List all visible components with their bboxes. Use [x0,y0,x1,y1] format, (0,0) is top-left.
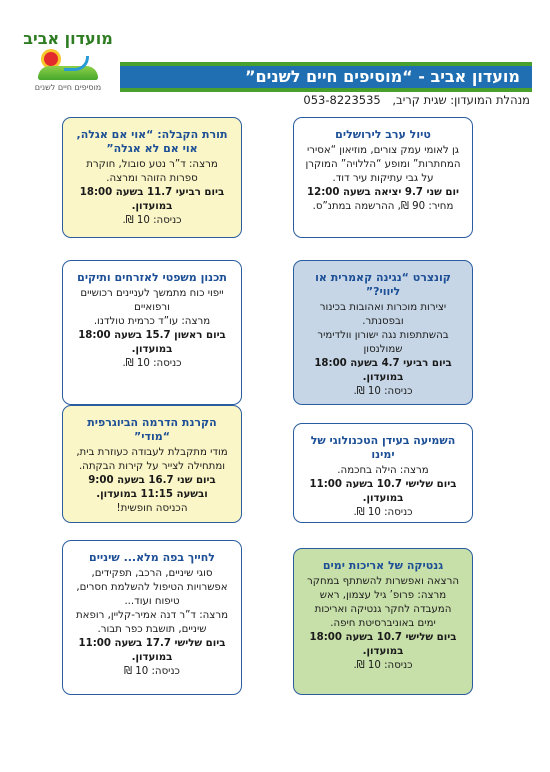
event-description: יצירות מוכרות ואהובות בכינור [319,302,447,313]
event-description: מודי מתקבלת לעבודה כעוזרת בית, [76,447,228,458]
event-description: על גבי עתיקות עיר דוד. [332,173,434,184]
event-price: מחיר: 90 ₪, ההרשמה במתנ”ס. [312,201,454,212]
event-datetime: במועדון. [362,646,404,657]
event-datetime: במועדון. [131,344,173,355]
event-title: הקרנת הדרמה הביוגרפית “מודי” [87,416,217,443]
event-datetime: במועדון. [131,652,173,663]
event-datetime: ביום שלישי 10.7 בשעה 11:00 [309,479,457,490]
event-description: ייפוי כוח מתמשך לעניינים רכושיים [80,288,224,299]
event-description: מרצה: עו”ד כרמית טולדנו. [93,316,211,327]
event-description: שיניים, תושבת כפר תבור. [97,624,207,635]
event-datetime: ביום ראשון 15.7 בשעה 18:00 [78,330,226,341]
event-description: טיפוח ועוד... [124,596,180,607]
event-description: הרצאה ואפשרות להשתתף במחקר [306,576,460,587]
page-title: מועדון אביב - “מוסיפים חיים לשנים” [120,66,532,88]
event-card-longevity-genetics [293,548,473,695]
event-card-jerusalem-trip [293,117,473,238]
event-datetime: ביום רביעי 4.7 בשעה 18:00 במועדון. [314,358,452,383]
manager-phone: 053-8223535 [303,93,381,107]
event-title: טיול ערב לירושלים [335,128,431,141]
event-description: בהשתתפות נגה ישורון וולדימיר [317,330,449,341]
club-logo [22,30,114,100]
event-title: גנטיקה של אריכות ימים [322,559,444,572]
event-price: כניסה: 10 ₪. [353,660,413,671]
event-datetime: ובשעה 11:15 במועדון. [96,489,208,500]
event-description: אפשרויות הטיפול להשלמת חסרים, [76,582,228,593]
event-price: הכניסה חופשית! [116,503,188,514]
event-description: מרצה: פרופ’ גיל עצמון, ראש [319,590,447,601]
manager-line [150,93,530,107]
event-datetime: במועדון. [131,201,173,212]
event-title: קונצרט “נגינה קאמרית או ליווי?” [315,271,451,298]
event-description: המחתרות” ומופע “הללויה” המוקרן [305,159,461,170]
event-price: כניסה: 10 ₪. [353,507,413,518]
event-card-dental [62,540,242,695]
event-price: כניסה: 10 ₪ [124,666,180,677]
event-datetime: ביום שלישי 10.7 בשעה 18:00 [309,632,457,643]
event-card-chamber-concert [293,260,473,405]
event-datetime: ביום שני 16.7 בשעה 9:00 [88,475,216,486]
manager-label: מנהלת המועדון: שגית קריב, [392,93,530,107]
header-banner [120,62,532,92]
logo-tagline: מוסיפים חיים לשנים [34,83,102,92]
event-description: ספרות הזוהר ומרצה. [106,173,198,184]
event-description: ימים באוניברסיטת חיפה. [330,618,436,629]
event-description: סוגי שיניים, הרכב, תפקידים, [91,568,213,579]
event-title: תורת הקבלה: “אוי אם אגלה, אוי אם לא אגלה” [76,128,228,155]
event-card-kabbalah [62,117,242,238]
event-price: כניסה: 10 ₪. [122,358,182,369]
event-description: ומתחילה לצייר על קירות הבקתה. [78,461,226,472]
event-price: כניסה: 10 ₪. [122,215,182,226]
event-description: שמולנסון [363,344,403,355]
event-description: מרצה: ד”ר נטע סובול, חוקרת [86,159,218,170]
event-datetime: יום שני 9.7 יציאה בשעה 12:00 [307,187,459,198]
event-description: ורפואיים [134,302,170,313]
event-card-legal-planning [62,260,242,405]
event-card-modi-screening [62,405,242,523]
event-datetime: ביום רביעי 11.7 בשעה 18:00 [79,187,225,198]
event-description: מרצה: הילה בחכמה. [337,465,429,476]
event-title: לחייך בפה מלא... שיניים [89,551,215,564]
sun-field-icon [38,50,98,80]
event-title: תכנון משפטי לאזרחים ותיקים [77,271,227,284]
event-description: המעבדה לחקר גנטיקה ואריכות [314,604,452,615]
event-description: גן לאומי עמק צורים, מוזיאון “אסירי [307,145,459,156]
event-datetime: במועדון. [362,493,404,504]
event-price: כניסה: 10 ₪. [353,386,413,397]
event-datetime: ביום שלישי 17.7 בשעה 11:00 [78,638,226,649]
logo-name: מועדון אביב [23,29,113,48]
event-card-hearing [293,423,473,523]
event-title: השמיעה בעידן הטכנולוגי של ימינו [310,434,456,461]
event-description: מרצה: ד”ר דנה אמיר-קליין, רופאת [75,610,229,621]
event-description: ובפסנתר. [362,316,404,327]
